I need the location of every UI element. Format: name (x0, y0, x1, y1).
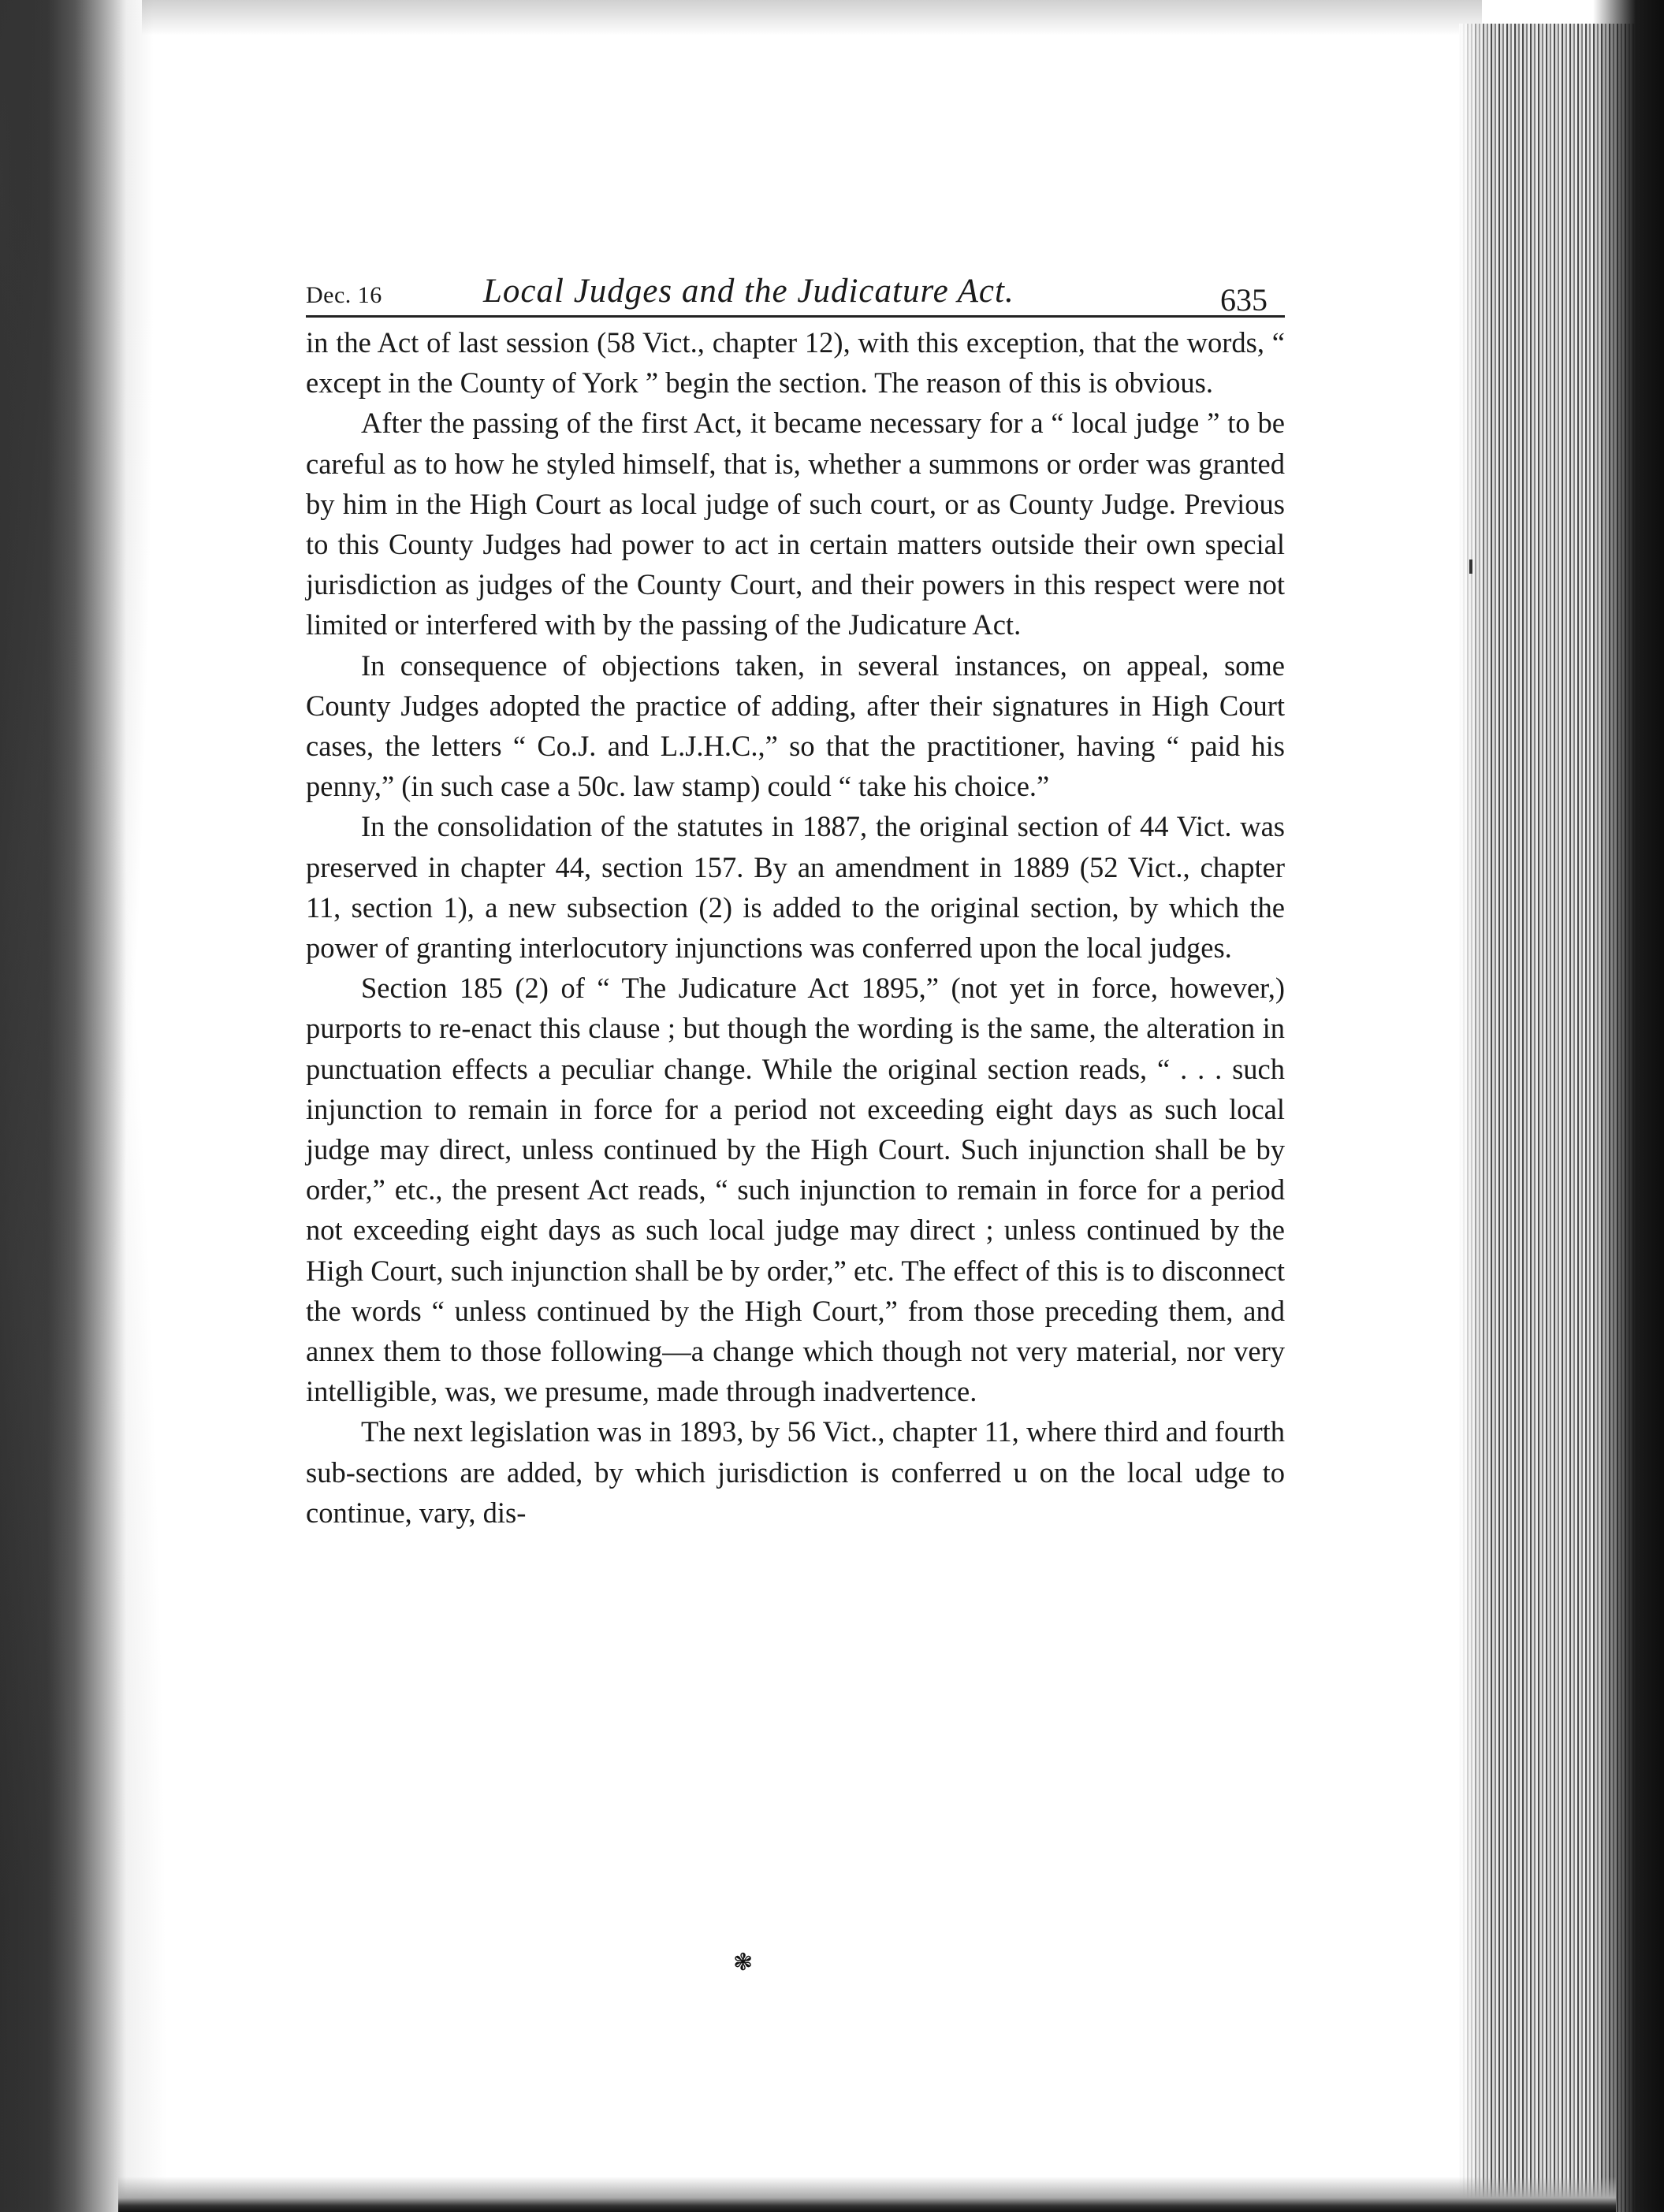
paragraph-3: In consequence of objections taken, in several instances, on appeal, some County Judges adopted the practice of adding, after their signatures in High Court cases, the letters “ Co.J. and L.J.H.C.,” so that the practitioner, having “ paid his penny,” (in such case a 50c. law stamp) could “ take his choice.” (306, 649, 1285, 803)
bottom-scan-edge (118, 2165, 1616, 2212)
page-number: 635 (1220, 282, 1268, 318)
margin-mark (1469, 560, 1472, 574)
top-scan-edge (142, 0, 1482, 35)
binding-shadow (0, 0, 181, 2212)
book-page (306, 260, 1285, 1533)
running-head-date: Dec. 16 (306, 282, 382, 308)
paragraph-6: The next legislation was in 1893, by 56 Vict., chapter 11, where third and fourth sub-sections are added, by which jurisdiction is conferred u on the local udge to continue, vary, dis- (306, 1415, 1285, 1529)
paragraph-2: After the passing of the first Act, it became necessary for a “ local judge ” to be careful as to how he styled himself, that is, whether a summons or order was granted by him in the High Court as local judge of such court, or as County Judge. Previous to this County Judges had power to act in certain matters outside their own special jurisdiction as judges of the County Court, and their powers in this respect were not limited or interfered with by the passing of the Judicature Act. (306, 407, 1285, 641)
running-head-title: Local Judges and the Judicature Act. (483, 273, 1014, 310)
paragraph-4: In the consolidation of the statutes in 1887, the original section of 44 Vict. was preserved in chapter 44, section 157. By an amendment in 1889 (52 Vict., chapter 11, section 1), a new subsection (2) is added to the original section, by which the power of granting interlocutory injunctions was conferred upon the local judges. (306, 810, 1285, 965)
running-head (306, 260, 1285, 318)
paragraph-5: Section 185 (2) of “ The Judicature Act 1895,” (not yet in force, however,) purports to re-enact this clause ; but though the wording is the same, the alteration in punctuation effects a peculiar change. While the original section reads, “ . . . such injunction to remain in force for a period not exceeding eight days as such local judge may direct, unless continued by the High Court. Such injunction shall be by order,” etc., the present Act reads, “ such injunction to remain in force for a period not exceeding eight days as such local judge may direct ; unless continued by the High Court, such injunction shall be by order,” etc. The effect of this is to disconnect the words “ unless continued by the High Court,” from those preceding them, and annex them to those following—a change which though not very material, nor very intelligible, was, we presume, made through inadvertence. (306, 972, 1285, 1408)
paragraph-1: in the Act of last session (58 Vict., chapter 12), with this exception, that the words, “ except in the County of York ” begin the section. The reason of this is obvious. (306, 326, 1285, 400)
body-text (306, 322, 1285, 1533)
right-scan-shadow (1593, 0, 1664, 2212)
footer-ornament: ❃ (733, 1950, 754, 1976)
